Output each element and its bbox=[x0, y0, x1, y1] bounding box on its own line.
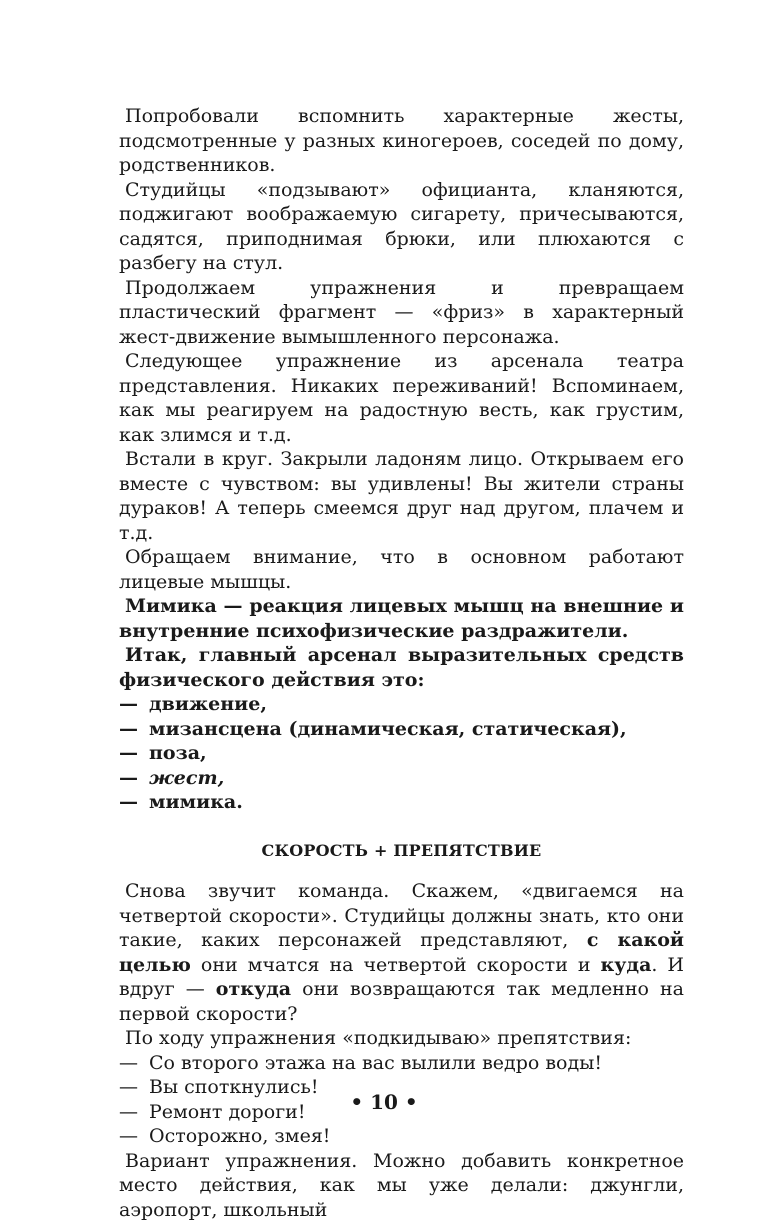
list-item bbox=[119, 766, 684, 791]
list-item bbox=[119, 1051, 684, 1076]
paragraph: Следующее упражнение из арсенала театра представления. Никаких переживаний! Вспоминаем, как мы реагируем на радостную весть, как грустим, как злимся и т.д. bbox=[119, 349, 684, 447]
list-item-text: жест, bbox=[149, 767, 224, 789]
section-heading: СКОРОСТЬ + ПРЕПЯТСТВИЕ bbox=[119, 839, 684, 864]
list-item bbox=[119, 717, 684, 742]
paragraph: Студийцы «подзывают» официанта, кланяются, поджигают воображаемую сигарету, причесываются, садятся, приподнимая брюки, или плюхаются с разбегу на стул. bbox=[119, 178, 684, 276]
paragraph: Вариант упражнения. Можно добавить конкретное место действия, как мы уже делали: джунгли, аэропорт, школьный bbox=[119, 1149, 684, 1222]
list-item bbox=[119, 692, 684, 717]
list-item-text: Ремонт дороги! bbox=[149, 1101, 305, 1123]
list-item bbox=[119, 741, 684, 766]
list-item-text: движение, bbox=[149, 693, 267, 715]
list-item bbox=[119, 1124, 684, 1149]
paragraph: Обращаем внимание, что в основном работают лицевые мышцы. bbox=[119, 545, 684, 594]
list-item-text: поза, bbox=[149, 742, 207, 764]
list-item-text: мизансцена (динамическая, статическая), bbox=[149, 718, 627, 740]
dash-marker: — bbox=[119, 1075, 149, 1100]
paragraph: Снова звучит команда. Скажем, «двигаемся на четвертой скорости». Студийцы должны знать, кто они такие, каких персонажей представляют, с какой целью они мчатся на четвертой скорости и куда. И вдруг — откуда они возвращаются так медленно на первой скорости? bbox=[119, 879, 684, 1026]
page-number: • 10 • bbox=[0, 1090, 768, 1114]
paragraph: По ходу упражнения «подкидываю» препятствия: bbox=[119, 1026, 684, 1051]
list-item-text: мимика. bbox=[149, 791, 243, 813]
definition-paragraph: Мимика — реакция лицевых мышц на внешние и внутренние психофизические раздражители. bbox=[119, 594, 684, 643]
arsenal-intro: Итак, главный арсенал выразительных средств физического действия это: bbox=[119, 643, 684, 692]
arsenal-list bbox=[119, 692, 684, 815]
list-item-text: Вы споткнулись! bbox=[149, 1076, 318, 1098]
list-item-text: Осторожно, змея! bbox=[149, 1125, 330, 1147]
dash-marker: — bbox=[119, 766, 149, 791]
page-body bbox=[119, 104, 684, 1222]
dash-marker: — bbox=[119, 790, 149, 815]
dash-marker: — bbox=[119, 717, 149, 742]
dash-marker: — bbox=[119, 1124, 149, 1149]
paragraph: Попробовали вспомнить характерные жесты, подсмотренные у разных киногероев, соседей по дому, родственников. bbox=[119, 104, 684, 178]
dash-marker: — bbox=[119, 1100, 149, 1125]
dash-marker: — bbox=[119, 692, 149, 717]
list-item bbox=[119, 790, 684, 815]
list-item-text: Со второго этажа на вас вылили ведро воды! bbox=[149, 1052, 602, 1074]
paragraph: Встали в круг. Закрыли ладоням лицо. Открываем его вместе с чувством: вы удивлены! Вы жители страны дураков! А теперь смеемся друг над другом, плачем и т.д. bbox=[119, 447, 684, 545]
paragraph: Продолжаем упражнения и превращаем пластический фрагмент — «фриз» в характерный жест-движение вымышленного персонажа. bbox=[119, 276, 684, 350]
dash-marker: — bbox=[119, 741, 149, 766]
dash-marker: — bbox=[119, 1051, 149, 1076]
